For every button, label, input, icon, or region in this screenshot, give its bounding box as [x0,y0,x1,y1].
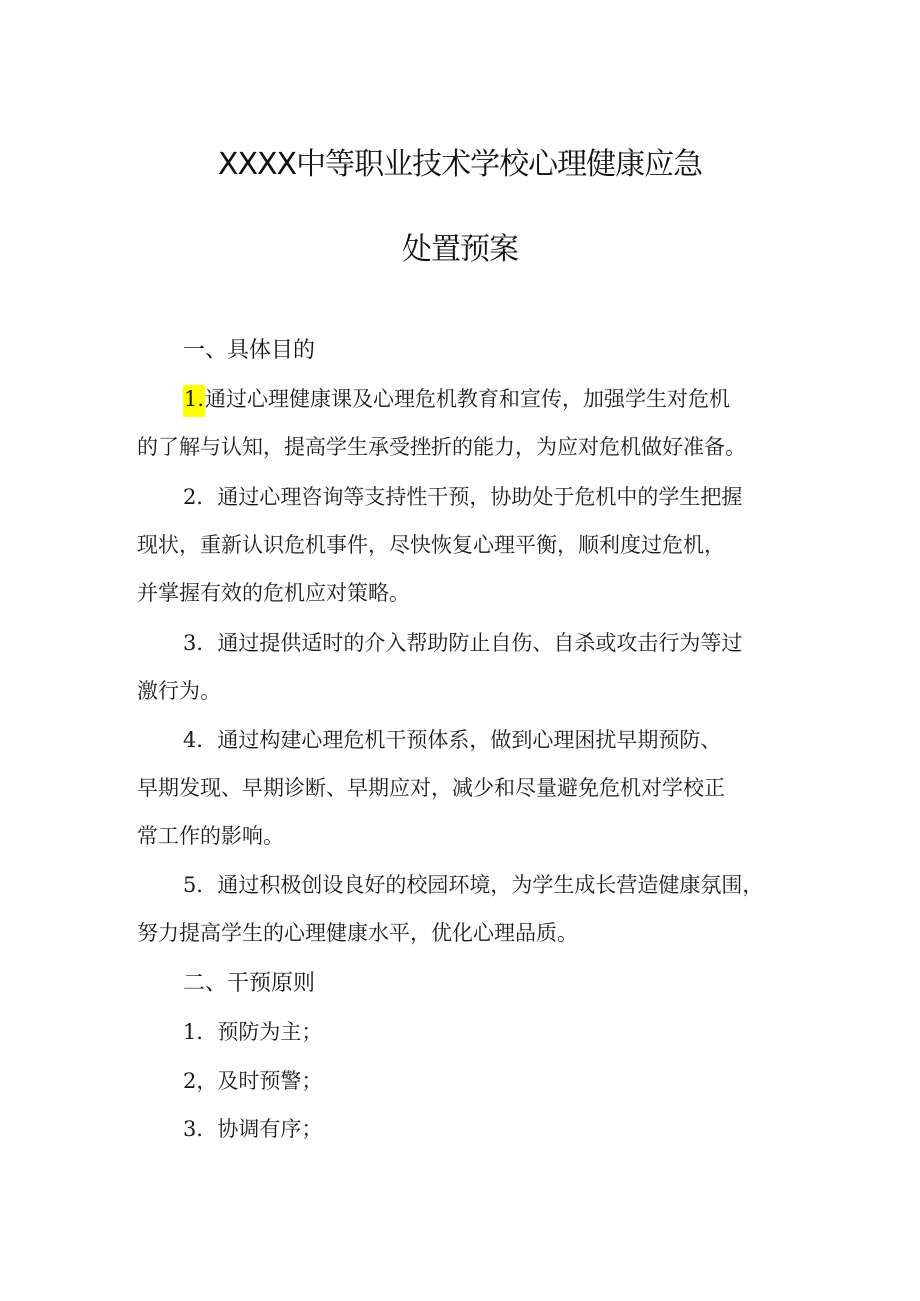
item-5-line-1: 5．通过积极创设良好的校园环境，为学生成长营造健康氛围， [183,873,764,897]
item-1-line-2: 的了解与认知，提高学生承受挫折的能力，为应对危机做好准备。 [137,435,746,459]
section-2-heading: 二、干预原则 [183,971,316,996]
item-3-line-1: 3．通过提供适时的介入帮助防止自伤、自杀或攻击行为等过 [183,631,743,655]
principle-1: 1．预防为主； [183,1020,323,1044]
principle-2: 2，及时预警； [183,1069,323,1093]
item-2-line-1: 2．通过心理咨询等支持性干预，协助处于危机中的学生把握 [183,485,743,509]
item-1-text: 通过心理健康课及心理危机教育和宣传，加强学生对危机 [205,387,731,411]
section-1-heading: 一、具体目的 [183,338,316,363]
document-title-line-1: XXXX中等职业技术学校心理健康应急 [217,147,703,182]
highlighted-number: 1. [183,385,205,417]
item-5-line-2: 努力提高学生的心理健康水平，优化心理品质。 [137,921,578,945]
item-4-line-2: 早期发现、早期诊断、早期应对，减少和尽量避免危机对学校正 [137,776,725,800]
item-3-line-2: 激行为。 [137,679,221,703]
principle-3: 3．协调有序； [183,1117,323,1141]
item-2-line-2: 现状，重新认识危机事件，尽快恢复心理平衡，顺利度过危机， [137,533,725,557]
item-4-line-3: 常工作的影响。 [137,824,284,848]
document-title-line-2: 处置预案 [402,232,518,267]
item-2-line-3: 并掌握有效的危机应对策略。 [137,581,410,605]
item-1-line-1 [183,383,730,413]
item-4-line-1: 4．通过构建心理危机干预体系，做到心理困扰早期预防、 [183,728,722,752]
